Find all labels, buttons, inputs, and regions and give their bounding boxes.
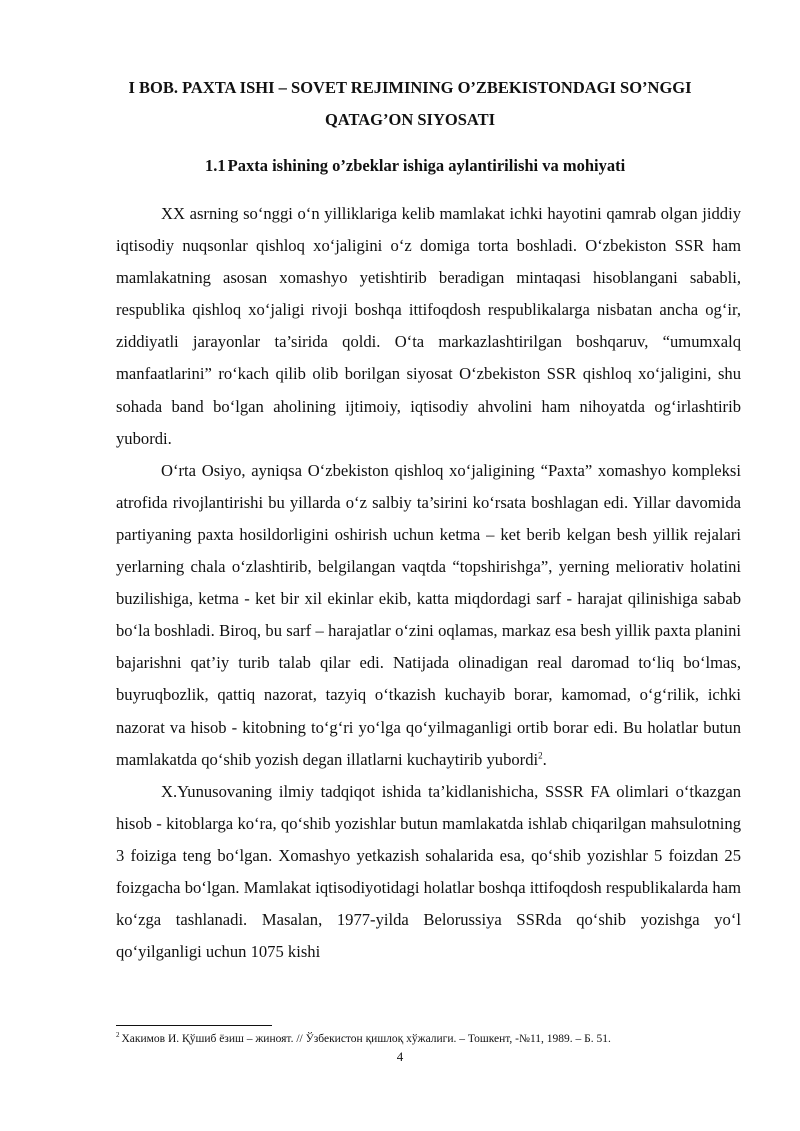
footnote-text: Хакимов И. Қўшиб ёзиш – жиноят. // Ўзбекистон қишлоқ хўжалиги. – Тошкент, -№11, 1989. – Б. 51. xyxy=(121,1033,611,1045)
footnote-reference[interactable]: 2 xyxy=(538,750,543,761)
paragraph xyxy=(116,198,741,455)
paragraph-end-punctuation: . xyxy=(542,749,547,769)
paragraph-text: X.Yunusovaning ilmiy tadqiqot ishida ta’kidlanishicha, SSSR FA olimlari o‘tkazgan hisob - kitoblarga ko‘ra, qo‘shib yozishlar butun mamlakatda ishlab chiqarilgan mahsulotning 3 foiziga teng bo‘lgan. Xomashyo yetkazish sohalarida esa, qo‘shib yozishlar 5 foizdan 25 foizgacha bo‘lgan. Mamlakat iqtisodiyotidagi holatlar boshqa ittifoqdosh respublikalarda ham ko‘zga tashlanadi. Masalan, 1977-yilda Belorussiya SSRda qo‘shib yozishga yo‘l qo‘yilganligi uchun 1075 kishi xyxy=(116,781,741,962)
paragraph-text: O‘rta Osiyo, ayniqsa O‘zbekiston qishloq xo‘jaligining “Paxta” xomashyo kompleksi atrofida rivojlantirishi bu yillarda o‘z salbiy ta’sirini ko‘rsata boshlagan edi. Yillar davomida partiyaning paxta hosildorligini oshirish uchun ketma – ket berib kelgan besh yillik rejalari yerlarning chala o‘zlashtirib, belgilangan vaqtda “topshirishga”, yerning meliorativ holatini buzilishiga, ketma - ket bir xil ekinlar ekib, katta miqdordagi sarf - harajat qilinishiga sabab bo‘la boshladi. Biroq, bu sarf – harajatlar o‘zini oqlamas, markaz esa besh yillik paxta planini bajarishni qat’iy turib talab qilar edi. Natijada olinadigan real daromad to‘liq bo‘lmas, buyruqbozlik, qattiq nazorat, tazyiq o‘tkazish kuchayib borar, kamomad, o‘g‘rilik, ichki nazorat va hisob - kitobning to‘g‘ri yo‘lga qo‘yilmaganligi ortib borar edi. Bu holatlar butun mamlakatda qo‘shib yozish degan illatlarni kuchaytirib yubordi xyxy=(116,460,741,769)
footnote xyxy=(116,1032,741,1046)
section-number: 1.1 xyxy=(205,156,226,175)
footnote-mark: 2 xyxy=(116,1031,120,1040)
body-text xyxy=(116,198,741,968)
page-number: 4 xyxy=(396,1049,404,1064)
chapter-title: I BOB. PAXTA ISHI – SOVET REJIMINING O’ZBEKISTONDAGI SO’NGGI QATAG’ON SIYOSATI xyxy=(128,78,692,129)
paragraph xyxy=(116,776,741,969)
paragraph-text: XX asrning so‘nggi o‘n yilliklariga kelib mamlakat ichki hayotini qamrab olgan jiddiy iqtisodiy nuqsonlar qishloq xo‘jaligini o‘z domiga torta boshladi. O‘zbekiston SSR ham mamlakatning asosan xomashyo yetishtirib beradigan mintaqasi hisoblangani sababli, respublika qishloq xo‘jaligi rivoji boshqa ittifoqdosh respublikalarga nisbatan ancha og‘ir, ziddiyatli jarayonlar ta’sirida qoldi. O‘ta markazlashtirilgan boshqaruv, “umumxalq manfaatlarini” ro‘kach qilib olib borilgan siyosat O‘zbekiston SSR qishloq xo‘jaligini, shu sohada band bo‘lgan aholining ijtimoiy, iqtisodiy ahvolini ham nihoyatda og‘irlashtirib yubordi. xyxy=(116,204,741,448)
paragraph xyxy=(116,455,741,776)
section-title: Paxta ishining o’zbeklar ishiga aylantirilishi va mohiyati xyxy=(227,156,626,175)
section-heading xyxy=(205,152,625,180)
footnote-divider xyxy=(116,1025,272,1026)
